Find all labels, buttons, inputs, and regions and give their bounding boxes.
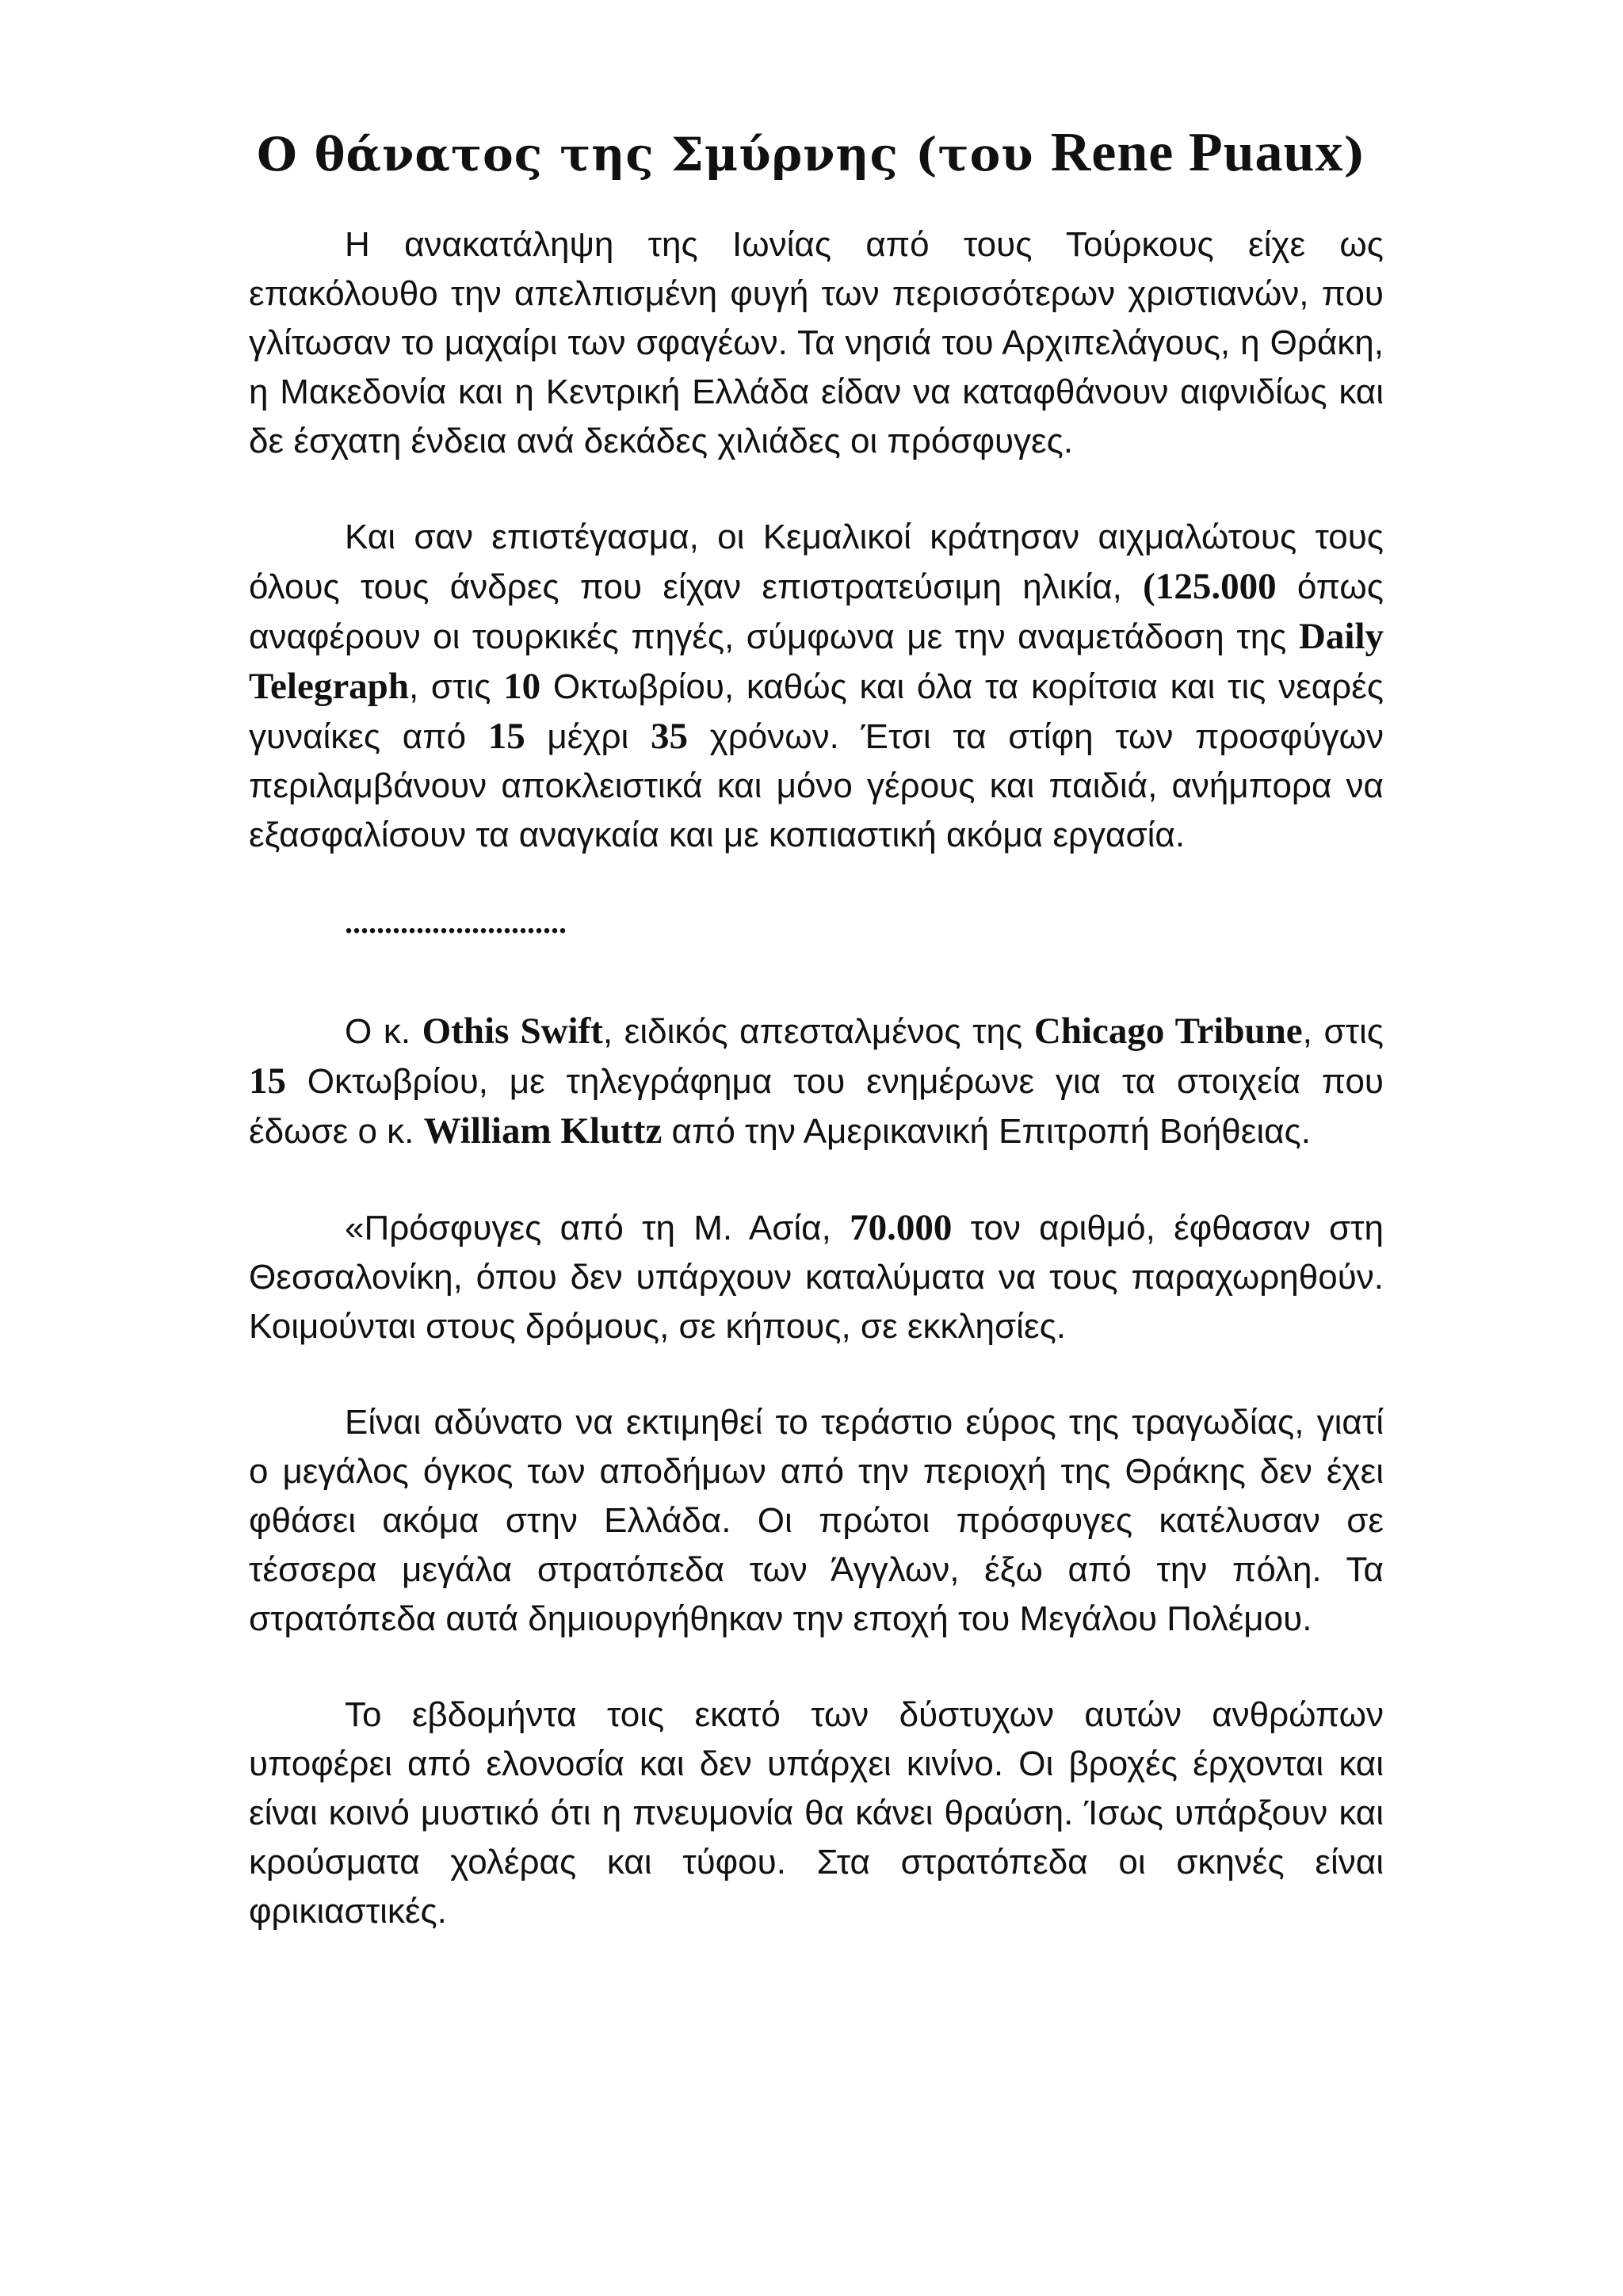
paragraph-2 [249,513,1384,860]
paragraph-2-bold-newspaper: Daily Telegraph [249,616,1384,707]
paragraph-2-bold-age-to: 35 [650,716,688,757]
paragraph-2-text-4: Οκτωβρίου, καθώς και όλα τα κορίτσια και τις νεαρές γυναίκες από [249,667,1384,756]
paragraph-3-text-1: Ο κ. [345,1012,422,1051]
paragraph-5: Είναι αδύνατο να εκτιμηθεί το τεράστιο εύρος της τραγωδίας, γιατί ο μεγάλος όγκος των αποδήμων από την περιοχή της Θράκης δεν έχει φθάσει ακόμα στην Ελλάδα. Οι πρώτοι πρόσφυγες κατέλυσαν σε τέσσερα μεγάλα στρατόπεδα των Άγγλων, έξω από την πόλη. Τα στρατόπεδα αυτά δημιουργήθηκαν την εποχή του Μεγάλου Πολέμου. [249,1403,1384,1638]
paragraph-4-text-1: «Πρόσφυγες από τη Μ. Ασία, [345,1209,850,1247]
title-author-name: Rene Puaux [1050,122,1344,183]
page-title [158,117,1465,190]
paragraph-3-bold-newspaper: Chicago Tribune [1033,1010,1303,1052]
paragraph-3-bold-day: 15 [249,1060,286,1102]
paragraph-1: Η ανακατάληψη της Ιωνίας από τους Τούρκους είχε ως επακόλουθο την απελπισμένη φυγή των περισσότερων χριστιανών, που γλίτωσαν το μαχαίρι των σφαγέων. Τα νησιά του Αρχιπελάγους, η Θράκη, η Μακεδονία και η Κεντρική Ελλάδα είδαν να καταφθάνουν αιφνιδίως και δε έσχατη ένδεια ανά δεκάδες χιλιάδες οι πρόσφυγες. [249,225,1384,460]
paragraph-3-text-3: , στις [1302,1012,1384,1051]
paragraph-2-text-5: μέχρι [525,717,651,756]
paragraph-2-text-2: όπως αναφέρουν οι τουρκικές πηγές, σύμφωνα με την αναμετάδοση της [249,567,1384,656]
paragraph-3-bold-reporter: Othis Swift [422,1010,603,1052]
paragraph-4-bold-count: 70.000 [850,1207,953,1248]
document-body [249,220,1384,1936]
paragraph-3-text-4: Οκτωβρίου, με τηλεγράφημα του ενημέρωνε για τα στοιχεία που έδωσε ο κ. [249,1062,1384,1151]
paragraph-2-bold-day: 10 [503,666,541,707]
paragraph-2-text-6: χρόνων. Έτσι τα στίφη των προσφύγων περιλαμβάνουν αποκλειστικά και μόνο γέρους και παιδιά, ανήμπορα να εξασφαλίσουν τα αναγκαία και με κοπιαστική ακόμα εργασία. [249,717,1384,854]
paragraph-2-bold-age-from: 15 [487,716,525,757]
paragraph-4-text-2: τον αριθμό, έφθασαν στη Θεσσαλονίκη, όπου δεν υπάρχουν καταλύματα να τους παραχωρηθούν. Κοιμούνται στους δρόμους, σε κήπους, σε εκκλησίες. [249,1209,1384,1346]
paragraph-2-bold-count: (125.000 [1143,566,1277,607]
section-separator: ............................ [345,904,567,940]
paragraph-3-bold-person: William Kluttz [423,1110,663,1152]
paragraph-3-text-2: , ειδικός απεσταλμένος της [602,1012,1034,1051]
title-prefix: Ο θάνατος της Σμύρνης (του [257,128,1051,181]
paragraph-2-text-3: , στις [408,667,504,706]
paragraph-4 [249,1203,1384,1351]
title-suffix: ) [1343,128,1366,181]
paragraph-3 [249,1007,1384,1156]
paragraph-6: Το εβδομήντα τοις εκατό των δύστυχων αυτών ανθρώπων υποφέρει από ελονοσία και δεν υπάρχει κινίνο. Οι βροχές έρχονται και είναι κοινό μυστικό ότι η πνευμονία θα κάνει θραύση. Ίσως υπάρξουν και κρούσματα χολέρας και τύφου. Στα στρατόπεδα οι σκηνές είναι φρικιαστικές. [249,1695,1384,1931]
paragraph-2-text-1: Και σαν επιστέγασμα, οι Κεμαλικοί κράτησαν αιχμαλώτους τους όλους τους άνδρες που είχαν επιστρατεύσιμη ηλικία, [249,518,1384,606]
paragraph-3-text-5: από την Αμερικανική Επιτροπή Βοήθειας. [662,1112,1311,1151]
